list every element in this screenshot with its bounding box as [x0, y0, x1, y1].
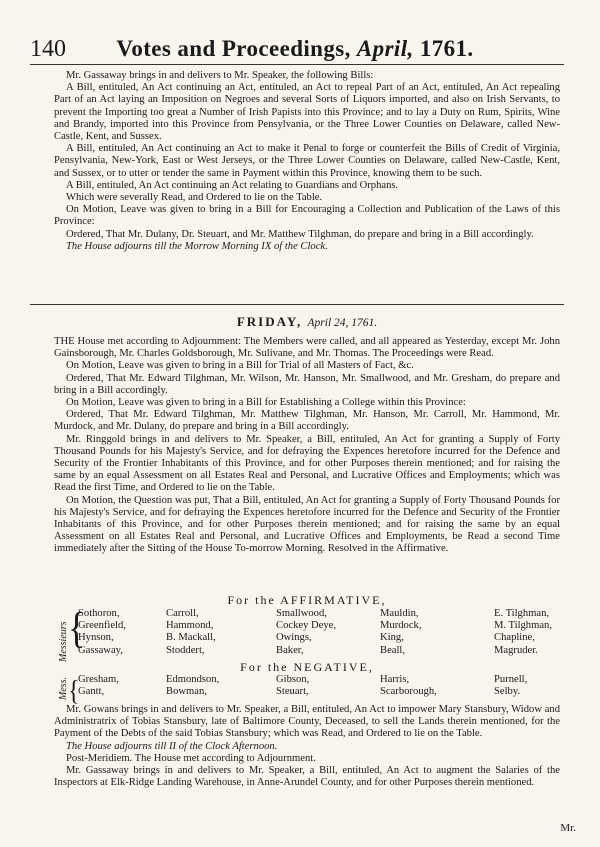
voter-name: Gantt,	[78, 686, 105, 698]
voter-name: Stoddert,	[166, 644, 205, 656]
day-name: FRIDAY,	[236, 314, 303, 329]
friday-section	[54, 336, 560, 556]
voter-name: Smallwood,	[276, 608, 327, 619]
paragraph: Ordered, That Mr. Edward Tilghman, Mr. Matthew Tilghman, Mr. Hanson, Mr. Carroll, Mr. Hammond, Mr. Murdock, and Mr. Dulany, do prepare and bring in a Bill accordingly.	[54, 409, 560, 433]
paragraph: The House adjourns till II of the Clock Afternoon.	[66, 740, 278, 752]
section-rule	[30, 304, 564, 305]
voter-name: Mauldin,	[380, 608, 419, 619]
voter-name: Baker,	[276, 644, 304, 656]
paragraph: Mr. Ringgold brings in and delivers to Mr. Speaker, a Bill, entituled, An Act for granting a Supply of Forty Thousand Pounds for his Majesty's Service, and for defraying the Expences heretofore incurred for the Defence and Security of the Frontier Inhabitants of this Province, and for other Purposes therein mentioned; and for raising the same by an equal Assessment on all Estates Real and Personal, and Lucrative Offices and Employments; which was Read the first Time, and Ordered to lie on the Table.	[54, 433, 560, 494]
voter-name: Steuart,	[276, 686, 309, 698]
affirmative-brace: {	[68, 603, 86, 652]
paragraph: A Bill, entituled, An Act continuing an Act, entituled, an Act to repeal Part of an Act, entituled, An Act repealing Part of an Act laying an Imposition on Negroes and several Sorts of Liquors imported, and also on Irish Servants, to prevent the Importing too great a Number of Irish Papists into this Province; and to lay a Duty on Rum, Spirits, Wine and Brandy, imported into this Province from Pensylvania, or the Three Lower Counties on Delaware, called New-Castle, Kent, and Sussex.	[54, 82, 560, 143]
voter-name: Greenfield,	[78, 620, 126, 632]
voter-name: Scarborough,	[380, 686, 437, 698]
voter-name: Gresham,	[78, 674, 119, 685]
paragraph: Mr. Gowans brings in and delivers to Mr. Speaker, a Bill, entituled, An Act to impower Mary Stansbury, Widow and Administratrix of Tobias Stansbury, late of Baltimore County, Deceased, to sell the Lands therein mentioned, for the Payment of the Debts of the said Tobias Stansbury; which was Read, and Ordered to lie on the Table.	[54, 704, 560, 740]
paragraph: Post-Meridiem. The House met according to Adjournment.	[66, 752, 316, 764]
day-heading	[54, 314, 560, 330]
title-year: 1761.	[419, 36, 474, 61]
negative-names	[78, 674, 584, 698]
voter-name: B. Mackall,	[166, 632, 216, 644]
affirmative-names	[78, 608, 584, 657]
voter-name: Gassaway,	[78, 644, 123, 656]
bottom-section	[54, 704, 560, 789]
title-main: Votes and Proceedings,	[116, 36, 351, 61]
voter-name: Sothoron,	[78, 608, 120, 619]
voter-name: Purnell,	[494, 674, 528, 685]
voter-name: Owings,	[276, 632, 312, 644]
affirmative-side-label: Messieurs	[58, 621, 69, 662]
voter-name: Bowman,	[166, 686, 207, 698]
paragraph: Mr. Gassaway brings in and delivers to Mr. Speaker, the following Bills:	[66, 70, 374, 81]
paragraph: On Motion, the Question was put, That a Bill, entituled, An Act for granting a Supply of Forty Thousand Pounds for his Majesty's Service, and for defraying the Expences heretofore incurred for the Defence and Security of the Frontier Inhabitants of this Province, and for other Purposes therein mentioned; and for raising the same by an equal Assessment on all Estates Real and Personal, and Lucrative Offices and Employments, be Read a second Time immediately after the Sitting of the House To-morrow Morning. Resolved in the Affirmative.	[54, 494, 560, 555]
voter-name: Harris,	[380, 674, 410, 685]
voter-name: M. Tilghman,	[494, 620, 552, 632]
paragraph: Ordered, That Mr. Edward Tilghman, Mr. Wilson, Mr. Hanson, Mr. Smallwood, and Mr. Gresham, do prepare and bring in a Bill accordingly.	[54, 372, 560, 396]
voter-name: Magruder.	[494, 644, 538, 656]
title-month: April,	[356, 36, 414, 61]
voter-name: Carroll,	[166, 608, 199, 619]
voter-name: Selby.	[494, 686, 521, 698]
voter-name: E. Tilghman,	[494, 608, 550, 619]
voter-name: Gibson,	[276, 674, 310, 685]
top-section	[54, 70, 560, 253]
negative-heading: For the NEGATIVE,	[240, 660, 374, 674]
page-title	[30, 36, 560, 62]
paragraph: On Motion, Leave was given to bring in a Bill for Trial of all Masters of Fact, &c.	[66, 360, 414, 372]
paragraph: A Bill, entituled, An Act continuing an Act relating to Guardians and Orphans.	[66, 179, 399, 191]
voter-name: Cockey Deye,	[276, 620, 337, 632]
paragraph: THE House met according to Adjournment: The Members were called, and all appeared as Yesterday, except Mr. John Gainsborough, Mr. Charles Goldsborough, Mr. Sulivane, and Mr. Thomas. The Proceedings were Read.	[54, 336, 560, 360]
voter-name: Hammond,	[166, 620, 214, 632]
paragraph: The House adjourns till the Morrow Morning IX of the Clock.	[66, 240, 328, 252]
voter-name: King,	[380, 632, 404, 644]
page-number: 140	[30, 36, 66, 62]
voter-name: Edmondson,	[166, 674, 220, 685]
page-header	[30, 28, 560, 62]
paragraph: A Bill, entituled, An Act continuing an Act to make it Penal to forge or counterfeit the Bills of Credit of Virginia, Pensylvania, New-York, East or West Jerseys, or the Three Lower Counties on Delaware, called New-Castle, Kent, and Sussex, or to utter or tender the same in Payment within this Province, knowing them to be such.	[54, 143, 560, 179]
catchword: Mr.	[560, 822, 576, 834]
negative-brace: {	[68, 676, 80, 708]
voter-name: Hynson,	[78, 632, 114, 644]
voter-name: Beall,	[380, 644, 406, 656]
voter-name: Chapline,	[494, 632, 535, 644]
paragraph: Which were severally Read, and Ordered to lie on the Table.	[66, 192, 323, 204]
paragraph: Ordered, That Mr. Dulany, Dr. Steuart, and Mr. Matthew Tilghman, do prepare and bring in a Bill accordingly.	[66, 228, 534, 240]
negative-side-label: Mess.	[58, 676, 69, 700]
paragraph: On Motion, Leave was given to bring in a Bill for Encouraging a Collection and Publication of the Laws of this Province:	[54, 204, 560, 228]
header-rule	[30, 64, 564, 65]
paragraph: Mr. Gassaway brings in and delivers to Mr. Speaker, a Bill, entituled, An Act to augment the Salaries of the Inspectors at Elk-Ridge Landing Warehouse, in Anne-Arundel County, and for other Purposes therein mentioned.	[54, 765, 560, 789]
affirmative-heading: For the AFFIRMATIVE,	[227, 593, 387, 607]
paragraph: On Motion, Leave was given to bring in a Bill for Establishing a College within this Province:	[66, 397, 466, 409]
day-date: April 24, 1761.	[307, 317, 378, 329]
voter-name: Murdock,	[380, 620, 422, 632]
